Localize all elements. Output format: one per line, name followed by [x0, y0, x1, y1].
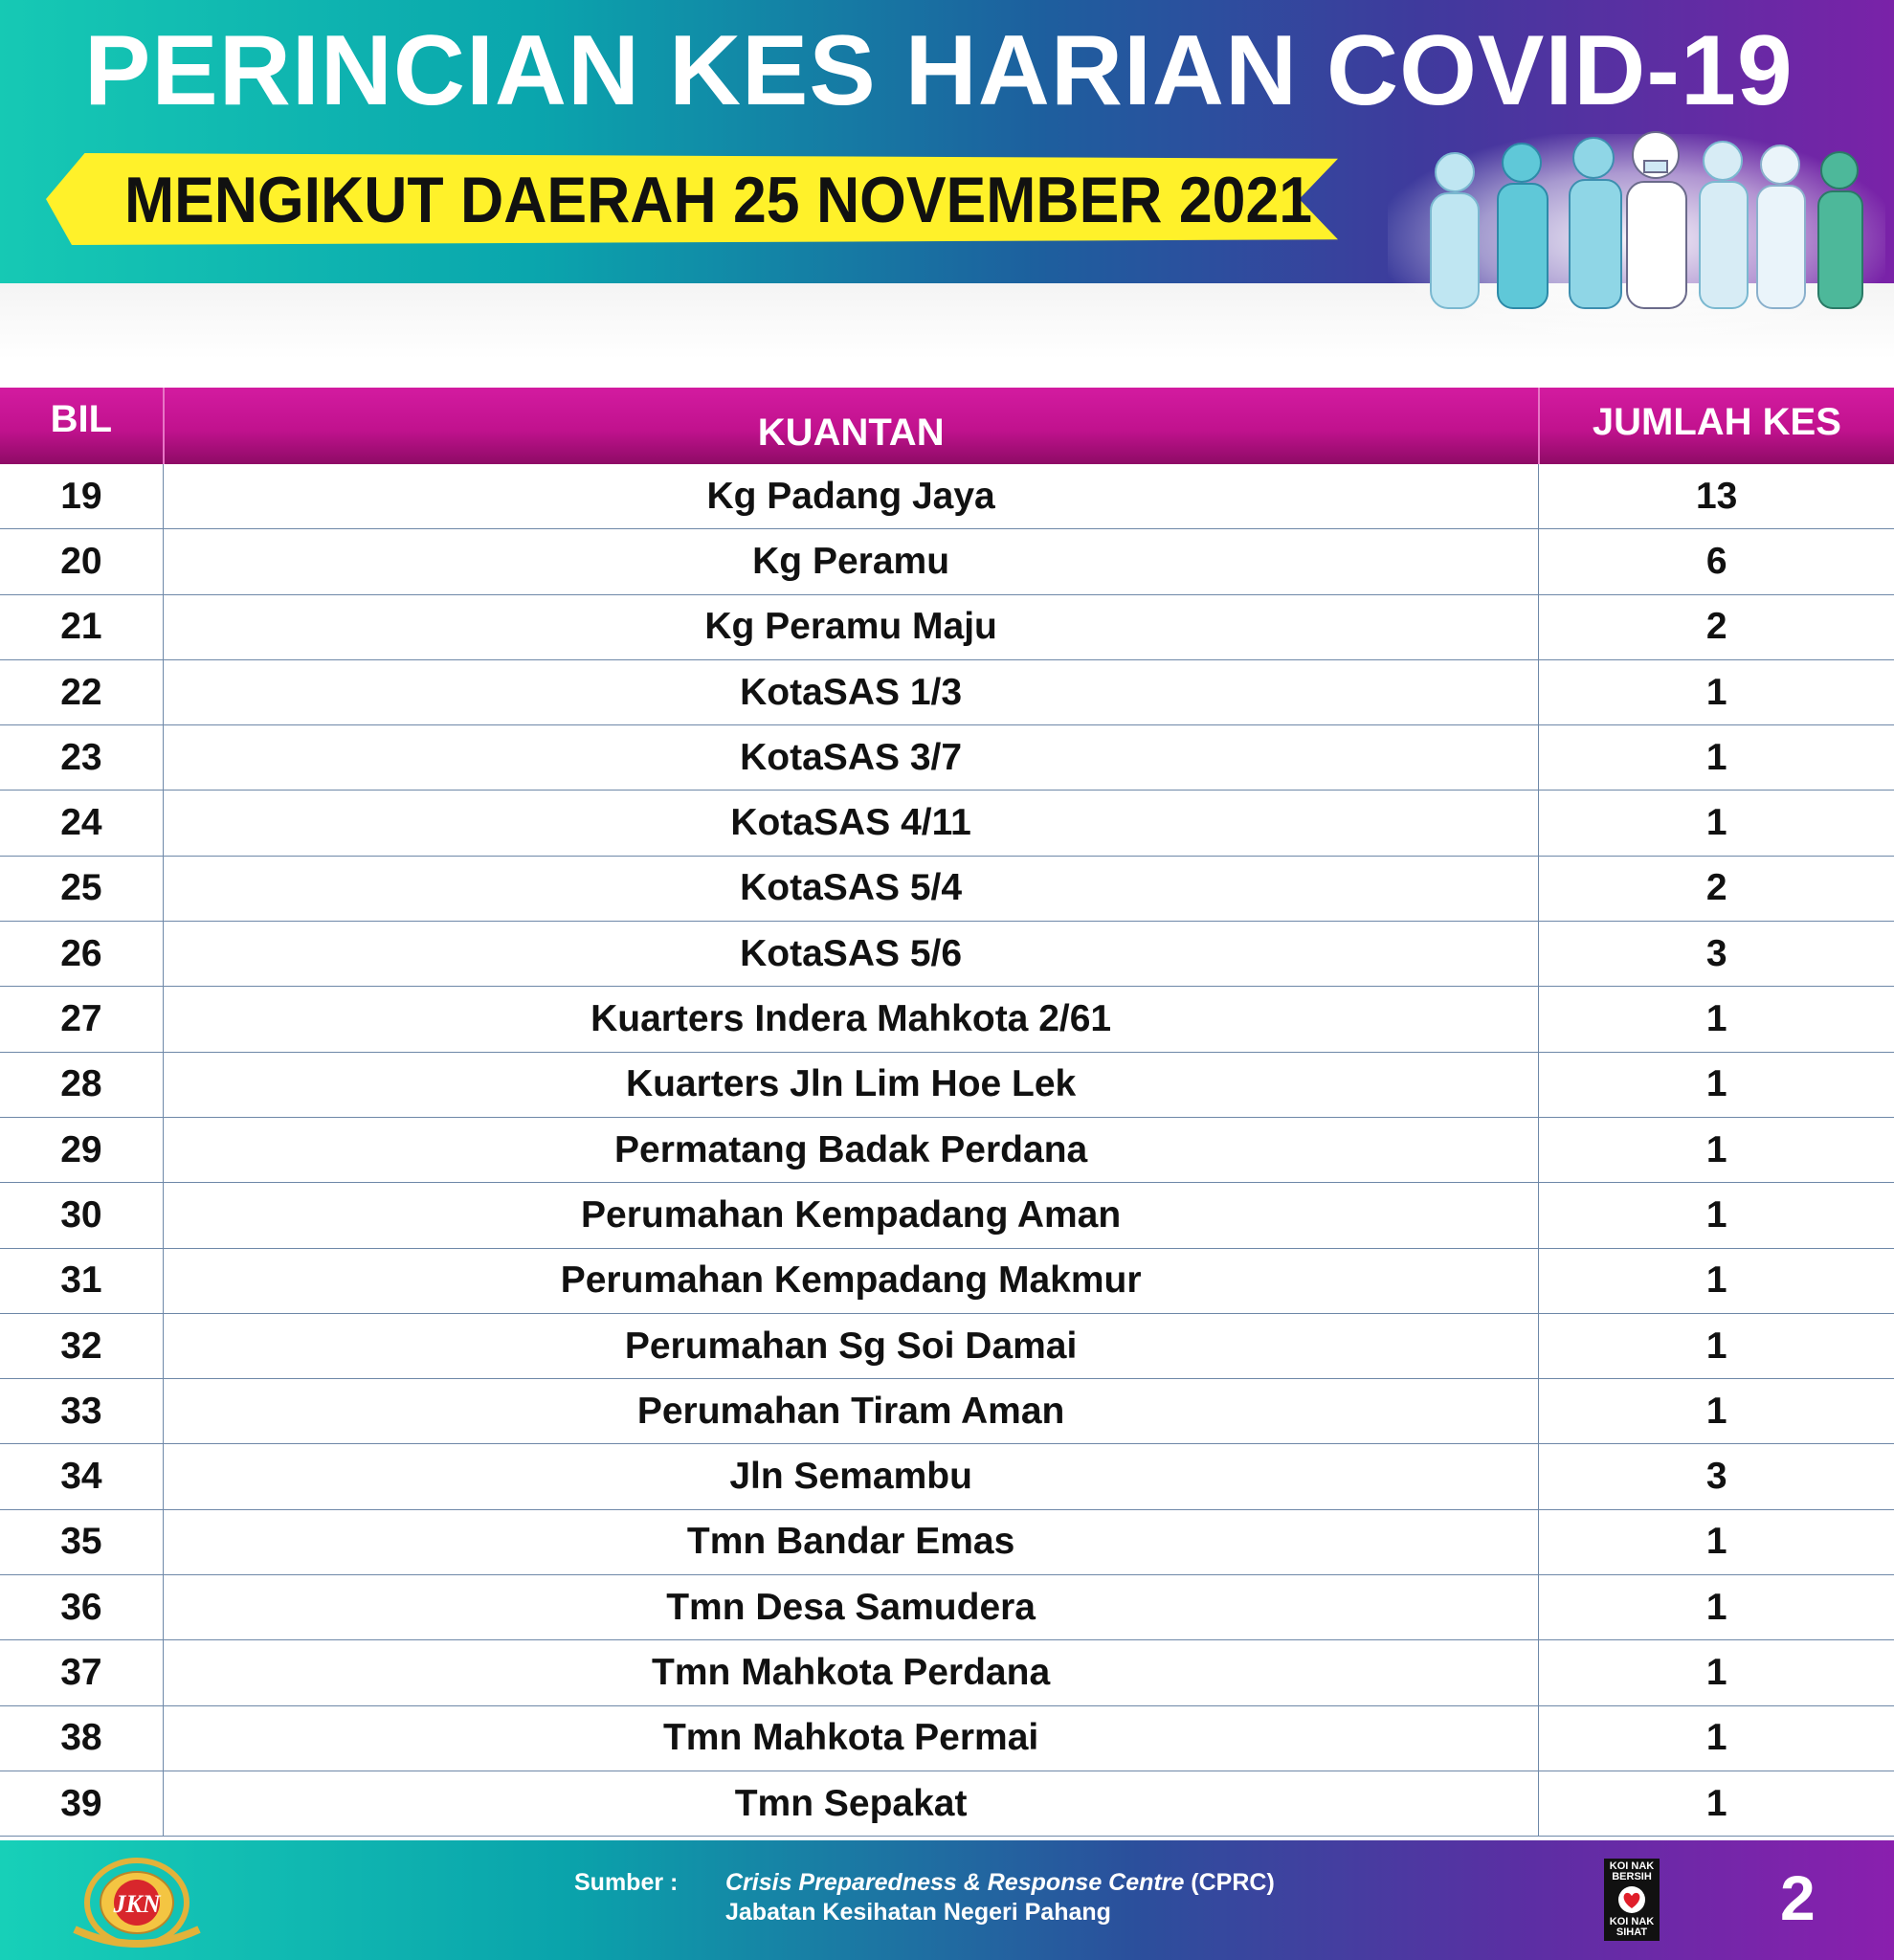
row-jumlah: 1	[1705, 1390, 1727, 1432]
source-org-abbr: (CPRC)	[1184, 1869, 1275, 1896]
table-row	[0, 1379, 1894, 1444]
row-jumlah: 1	[1705, 1193, 1727, 1236]
column-header-kuantan: KUANTAN	[165, 388, 1540, 464]
page-number: 2	[1780, 1862, 1816, 1933]
row-area: Kuarters Jln Lim Hoe Lek	[164, 1053, 1540, 1117]
row-jumlah: 13	[1695, 475, 1738, 517]
table-row	[0, 725, 1894, 791]
row-area: Tmn Mahkota Permai	[164, 1706, 1540, 1771]
row-area: Perumahan Sg Soi Damai	[164, 1314, 1540, 1378]
row-jumlah: 2	[1705, 606, 1727, 648]
worker-figure	[1570, 138, 1621, 308]
table-row	[0, 1771, 1894, 1837]
row-area: Kg Peramu	[164, 529, 1540, 593]
source-label: Sumber :	[574, 1869, 679, 1896]
row-bil: 31	[0, 1249, 164, 1313]
koi-nak-badge	[1604, 1859, 1660, 1941]
column-header-jumlah-kes: JUMLAH KES	[1592, 400, 1841, 443]
row-area: KotaSAS 5/4	[164, 857, 1540, 921]
worker-figure	[1431, 153, 1479, 308]
table-header	[0, 388, 1894, 464]
row-bil: 20	[0, 529, 164, 593]
row-area: Kuarters Indera Mahkota 2/61	[164, 987, 1540, 1051]
row-jumlah: 1	[1705, 802, 1727, 844]
worker-figure	[1627, 132, 1686, 308]
table-row	[0, 1183, 1894, 1248]
badge-top-text: KOI NAK BERSIH	[1609, 1860, 1655, 1882]
row-area: Tmn Mahkota Perdana	[164, 1640, 1540, 1704]
table-row	[0, 922, 1894, 987]
table-row	[0, 1118, 1894, 1183]
row-area: Kg Peramu Maju	[164, 595, 1540, 659]
source-organization	[725, 1869, 1275, 1897]
row-jumlah: 1	[1705, 1128, 1727, 1170]
row-jumlah: 1	[1705, 998, 1727, 1040]
row-bil: 28	[0, 1053, 164, 1117]
row-area: Kg Padang Jaya	[164, 464, 1540, 528]
row-bil: 24	[0, 791, 164, 855]
worker-figure	[1700, 142, 1748, 308]
row-bil: 32	[0, 1314, 164, 1378]
table-row	[0, 529, 1894, 594]
row-jumlah: 6	[1705, 540, 1727, 582]
table-row	[0, 660, 1894, 725]
row-bil: 26	[0, 922, 164, 986]
row-area: Tmn Sepakat	[164, 1771, 1540, 1836]
row-area: Permatang Badak Perdana	[164, 1118, 1540, 1182]
row-area: Perumahan Tiram Aman	[164, 1379, 1540, 1443]
row-bil: 21	[0, 595, 164, 659]
row-bil: 27	[0, 987, 164, 1051]
row-bil: 37	[0, 1640, 164, 1704]
row-jumlah: 1	[1705, 1651, 1727, 1693]
row-bil: 23	[0, 725, 164, 790]
row-jumlah: 1	[1705, 1782, 1727, 1824]
source-org-name: Crisis Preparedness & Response Centre	[725, 1869, 1185, 1896]
row-area: KotaSAS 4/11	[164, 791, 1540, 855]
row-bil: 22	[0, 660, 164, 724]
table-row	[0, 1053, 1894, 1118]
heart-icon	[1615, 1885, 1648, 1914]
row-area: Tmn Bandar Emas	[164, 1510, 1540, 1574]
table-row	[0, 464, 1894, 529]
row-jumlah: 1	[1705, 1521, 1727, 1563]
row-jumlah: 3	[1705, 1456, 1727, 1498]
worker-figure	[1757, 145, 1805, 308]
row-area: Perumahan Kempadang Aman	[164, 1183, 1540, 1247]
row-area: Perumahan Kempadang Makmur	[164, 1249, 1540, 1313]
row-jumlah: 1	[1705, 736, 1727, 778]
table-row	[0, 987, 1894, 1052]
jkn-logo-text: JKN	[113, 1890, 161, 1918]
row-area: KotaSAS 5/6	[164, 922, 1540, 986]
table-row	[0, 857, 1894, 922]
table-row	[0, 1706, 1894, 1771]
table-row	[0, 1249, 1894, 1314]
row-bil: 34	[0, 1444, 164, 1508]
row-jumlah: 1	[1705, 671, 1727, 713]
row-jumlah: 1	[1705, 1063, 1727, 1105]
row-bil: 35	[0, 1510, 164, 1574]
page-title: PERINCIAN KES HARIAN COVID-19	[84, 15, 1794, 126]
worker-figure	[1498, 144, 1548, 308]
row-area: KotaSAS 1/3	[164, 660, 1540, 724]
table-row	[0, 595, 1894, 660]
row-bil: 30	[0, 1183, 164, 1247]
row-bil: 29	[0, 1118, 164, 1182]
row-bil: 19	[0, 464, 164, 528]
table-row	[0, 1640, 1894, 1705]
healthcare-workers-illustration	[1397, 124, 1885, 316]
row-jumlah: 1	[1705, 1325, 1727, 1367]
row-jumlah: 2	[1705, 867, 1727, 909]
jkn-logo-icon	[56, 1855, 218, 1950]
table-row	[0, 1575, 1894, 1640]
table-row	[0, 791, 1894, 856]
row-jumlah: 3	[1705, 932, 1727, 974]
row-jumlah: 1	[1705, 1586, 1727, 1628]
page-subtitle: MENGIKUT DAERAH 25 NOVEMBER 2021	[124, 164, 1313, 236]
row-area: Tmn Desa Samudera	[164, 1575, 1540, 1639]
row-bil: 39	[0, 1771, 164, 1836]
cases-table	[0, 388, 1894, 1837]
table-row	[0, 1314, 1894, 1379]
row-jumlah: 1	[1705, 1717, 1727, 1759]
source-department: Jabatan Kesihatan Negeri Pahang	[725, 1899, 1111, 1926]
table-row	[0, 1510, 1894, 1575]
column-header-bil: BIL	[0, 388, 165, 464]
row-bil: 36	[0, 1575, 164, 1639]
row-bil: 33	[0, 1379, 164, 1443]
row-jumlah: 1	[1705, 1259, 1727, 1302]
row-bil: 25	[0, 857, 164, 921]
row-area: KotaSAS 3/7	[164, 725, 1540, 790]
badge-bottom-text: KOI NAK SIHAT	[1609, 1916, 1655, 1938]
table-row	[0, 1444, 1894, 1509]
row-area: Jln Semambu	[164, 1444, 1540, 1508]
worker-figure	[1818, 152, 1862, 308]
row-bil: 38	[0, 1706, 164, 1771]
